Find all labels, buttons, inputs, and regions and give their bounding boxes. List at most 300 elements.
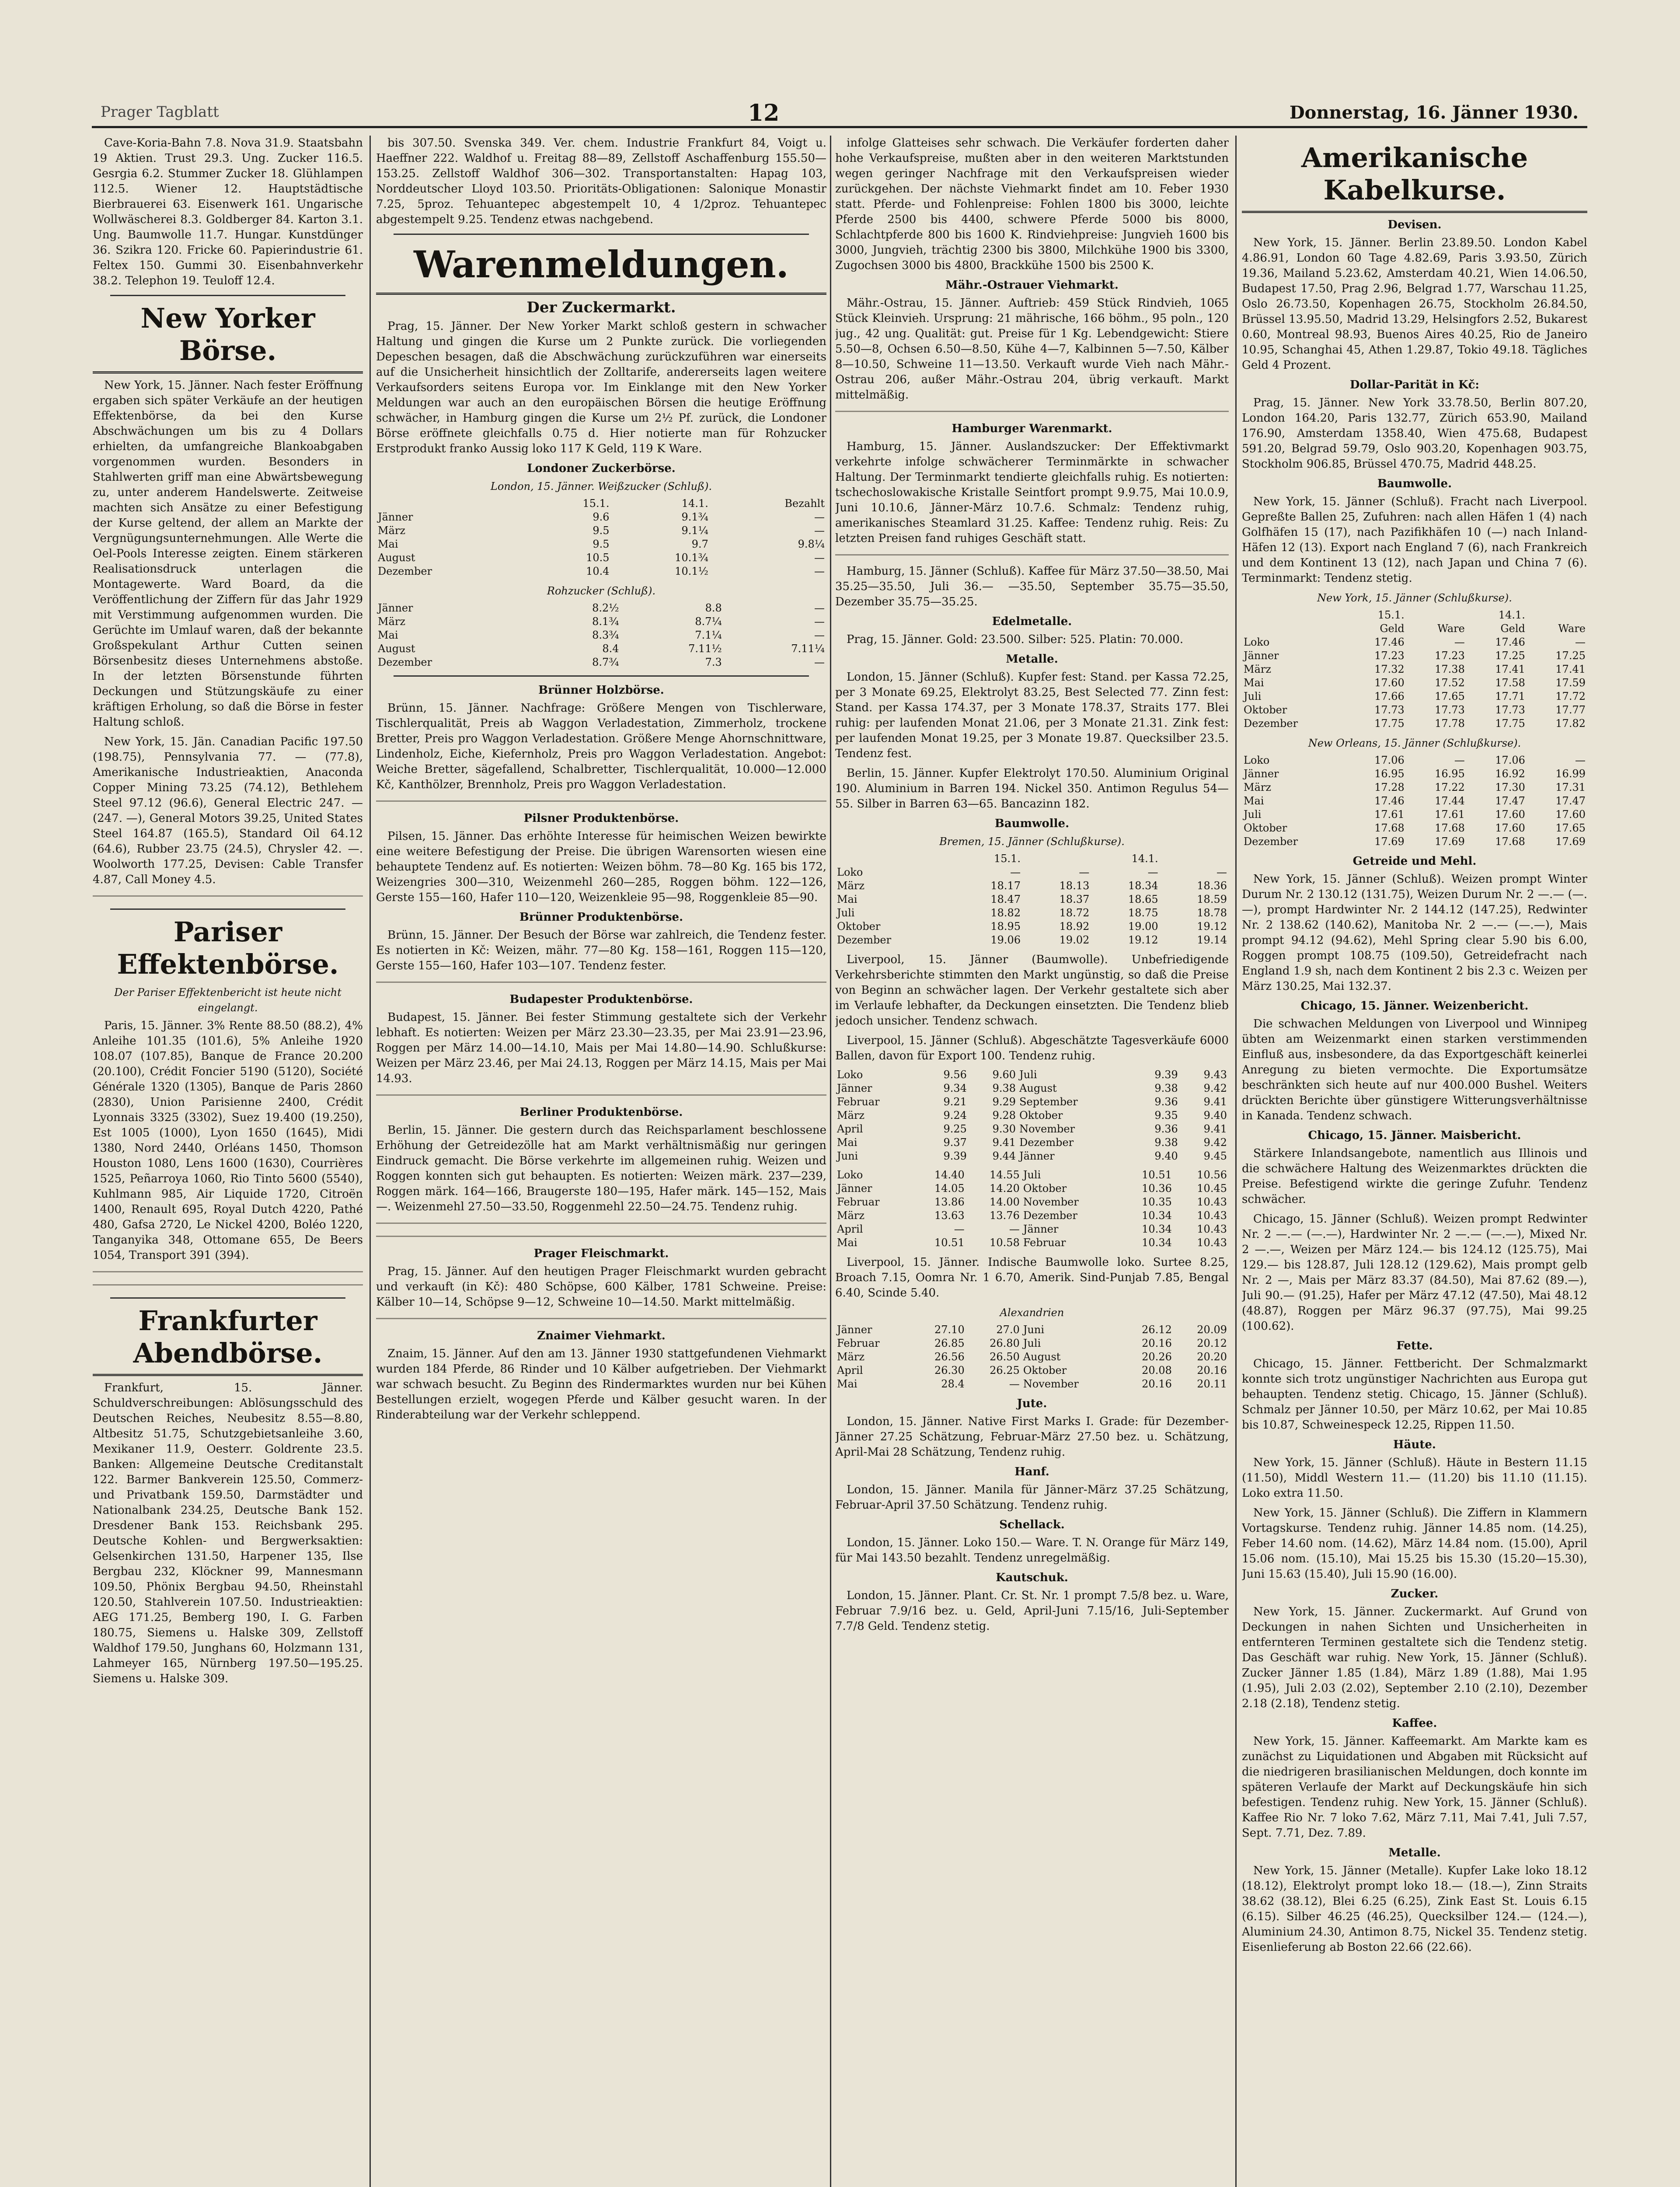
table-row	[835, 1223, 1229, 1236]
london-sugar-sub: London, 15. Jänner. Weißzucker (Schluß).	[490, 480, 712, 493]
london-metal-report: London, 15. Jänner (Schluß). Kupfer fest: Stand. per Kassa 72.25, per 3 Monate 69.25, Elektrolyt 83.25, Best Selected 77. Zinn fest: Stand. per Kassa 174.37, per 3 Monate 178.37, Straits 177. Blei ruhig: per laufenden Monat 21.06, per 3 Monate 21.31. Zink fest: per laufenden Monat 19.25, per 3 Monate 19.87. Quecksilber 23.5. Tendenz fest.	[835, 671, 1229, 760]
table-cell: 17.38	[1435, 663, 1465, 675]
subsection-title-berlin: Berliner Produktenbörse.	[519, 1106, 683, 1119]
table-cell: 16.95	[1435, 768, 1465, 780]
table-cell: —	[1010, 866, 1021, 878]
text-lines	[376, 1314, 826, 1325]
table-cell: Loko	[837, 1169, 863, 1181]
table-cell: 28.4	[941, 1378, 965, 1390]
subsection-title-zucker-us: Zucker.	[1391, 1587, 1439, 1600]
table-row	[835, 1364, 1229, 1377]
table-cell: 17.75	[1374, 717, 1405, 730]
subsection-title-kautschuk: Kautschuk.	[996, 1571, 1068, 1584]
haute-report: New York, 15. Jänner (Schluß). Häute in Bestern 11.15 (11.50), Middl Western 11.— (11.20) bis 11.10 (11.15). Loko extra 11.50.	[1242, 1456, 1587, 1500]
table-cell: —	[1454, 636, 1465, 648]
table-cell: 17.60	[1374, 677, 1405, 689]
sugar-report: Prag, 15. Jänner. Der New Yorker Markt schloß gestern in schwacher Haltung und gingen die Kurse um 2 Punkte zurück. Die vorliegenden Depeschen besagen, daß die Abschwächung zurückzuführen war einerseits auf die Unsicherheit hinsichtlich der Zolltarife, andererseits lagen weitere Verkaufsorders seitens Europa vor. Im Einklange mit den New Yorker Meldungen war auch an den europäischen Börsen die heutige Eröffnung schwächer, in Hamburg gingen die Kurse um 2½ Pf. zurück, die Londoner Börse eröffnete gleichfalls 0.75 d. Hier notierte man für Rohzucker Erstprodukt franko Aussig loko 117 K Geld, 119 K Ware.	[376, 320, 826, 455]
table-cell: —	[954, 1223, 965, 1235]
table-cell: —	[1575, 754, 1586, 766]
table-cell: 17.82	[1555, 717, 1586, 730]
column-header: 15.1.	[582, 497, 610, 510]
table-cell: 9.39	[943, 1150, 967, 1162]
subsection-title-jute: Jute.	[1017, 1397, 1047, 1410]
subsection-title-chicago-mais: Chicago, 15. Jänner. Maisbericht.	[1308, 1129, 1521, 1142]
table-cell: 19.02	[1059, 934, 1090, 946]
table-cell: Oktober	[1244, 822, 1287, 834]
divider	[394, 675, 809, 677]
table-cell: Mai	[378, 629, 398, 641]
table-cell: 17.60	[1495, 808, 1525, 821]
table-cell: Oktober	[837, 920, 881, 933]
table-cell: 27.0	[996, 1324, 1020, 1336]
table-cell: 14.20	[990, 1182, 1020, 1195]
sakel-table	[835, 1168, 1229, 1250]
table-cell: September	[1019, 1096, 1078, 1108]
table-cell: —	[1079, 866, 1090, 878]
table-cell: —	[1454, 754, 1465, 766]
table-cell: 10.43	[1197, 1223, 1227, 1235]
table-cell	[1160, 852, 1229, 866]
table-cell: 17.72	[1555, 690, 1586, 702]
table-cell: Geld	[1380, 622, 1405, 635]
table-cell: 18.92	[1059, 920, 1090, 933]
subsection-title-devisen: Devisen.	[1387, 218, 1442, 231]
table-cell: 9.40	[1154, 1150, 1178, 1162]
section-title-frankfurt: Frankfurter Abendbörse.	[133, 1305, 323, 1369]
table-cell: 13.86	[934, 1196, 965, 1208]
hamburg-coffee: Hamburg, 15. Jänner (Schluß). Kaffee für März 37.50—38.50, Mai 35.25—35.50, Juli 36.— —35.50, September 35.75—35.50, Dezember 35.75—35.25.	[835, 565, 1229, 608]
table-row	[1242, 676, 1587, 690]
divider	[394, 234, 809, 235]
table-header	[376, 497, 826, 510]
column-2	[376, 136, 826, 2187]
table-cell: 9.28	[992, 1109, 1016, 1121]
table-cell: 26.80	[990, 1337, 1020, 1349]
table-cell: 9.38	[992, 1082, 1016, 1094]
table-cell: 17.23	[1435, 650, 1465, 662]
table-cell: Juli	[1023, 1337, 1041, 1349]
table-cell: 10.1¾	[675, 552, 708, 564]
subsection-title-kaffee: Kaffee.	[1392, 1717, 1437, 1730]
table-cell: 17.75	[1495, 717, 1525, 730]
table-cell: 17.68	[1374, 822, 1405, 834]
getreide-report: New York, 15. Jänner (Schluß). Weizen prompt Winter Durum Nr. 2 130.12 (131.75), Weizen Durum Nr. 2 —.— (—.—), prompt Hardwinter Nr. 2 144.12 (147.25), Redwinter Nr. 2 138.62 (140.62), Manitoba Nr. 2 —.— (—.—), Mais prompt 94.12 (94.62), Mehl Spring clear 5.90 bis 6.00, Roggen prompt 108.75 (109.50), Getreidefracht nach England 1.9 sh, nach dem Kontinent 2 bis 2.3 c. Weizen per März 130.25, Mai 132.37.	[1242, 873, 1587, 993]
section-title-warenmeldungen: Warenmeldungen.	[414, 243, 789, 286]
zucker-us-report: New York, 15. Jänner. Zuckermarkt. Auf Grund von Deckungen in nahen Sichten und Unsicherheiten in entfernteren Terminen gestaltete sich die Tendenz stetig. Das Geschäft war ruhig. New York, 15. Jänner (Schluß). Zucker Jänner 1.85 (1.84), März 1.89 (1.88), Mai 1.95 (1.95), Juli 2.03 (2.02), September 2.10 (2.10), Dezember 2.18 (2.18), Tendenz stetig.	[1242, 1605, 1587, 1710]
table-cell: 9.36	[1154, 1096, 1178, 1108]
table-cell: 16.92	[1495, 768, 1525, 780]
table-cell: Jänner	[1023, 1223, 1059, 1235]
table-row	[835, 1350, 1229, 1364]
table-cell: 17.61	[1435, 808, 1465, 821]
table-cell: 20.12	[1197, 1337, 1227, 1349]
budapest-report: Budapest, 15. Jänner. Bei fester Stimmung gestaltete sich der Verkehr lebhaft. Es notierten: Weizen per März 23.30—23.35, per Mai 23.91—23.96, Roggen per März 14.00—14.10, Mais per Mai 14.80—14.90. Schlußkurse: Weizen per März 23.46, per Mai 24.13, Roggen per März 14.15, Mais per Mai 14.93.	[376, 1011, 826, 1085]
table-cell: 9.35	[1154, 1109, 1178, 1121]
table-cell: 20.16	[1142, 1337, 1172, 1349]
running-head	[92, 100, 1587, 128]
london-sugar-table	[376, 497, 826, 578]
table-row	[835, 1068, 1229, 1082]
table-row	[1242, 781, 1587, 794]
table-row	[1242, 717, 1587, 730]
table-cell: 17.23	[1374, 650, 1405, 662]
table-cell: 9.5	[593, 538, 610, 550]
table-cell: Mai	[1244, 795, 1264, 807]
divider	[110, 295, 345, 296]
divider	[1242, 211, 1587, 213]
subsection-title-dollar: Dollar-Parität in Kč:	[1349, 378, 1480, 391]
table-cell: Dezember	[1023, 1209, 1077, 1222]
table-cell: Februar	[837, 1337, 880, 1349]
table-cell: Juli	[1244, 808, 1262, 821]
ostrau-report: Mähr.-Ostrau, 15. Jänner. Auftrieb: 459 Stück Rindvieh, 1065 Stück Kleinvieh. Ursprung: 21 mährische, 166 böhm., 95 poln., 120 jug., 42 ung. Qualität: gut. Preise für 1 Kg. Lebendgewicht: Stiere 5.50—8, Ochsen 6.50—8.50, Kühe 4—7, Kalbinnen 5—7.50, Kälber 8—10.50, Schweine 11—13.50. Verkauft wurde Vieh nach Mähr.-Ostrau 206, außer Mähr.-Ostrau 204, übrig verkauft. Markt mittelmäßig.	[835, 297, 1229, 402]
table-cell: —	[1575, 636, 1586, 648]
table-cell: 20.20	[1197, 1351, 1227, 1363]
table-cell: 17.69	[1435, 835, 1465, 848]
table-cell: 17.77	[1555, 704, 1586, 716]
table-cell	[1022, 852, 1091, 866]
table-row	[835, 1323, 1229, 1337]
table-cell: 18.36	[1197, 880, 1227, 892]
table-row	[376, 615, 826, 629]
table-cell: August	[1019, 1082, 1057, 1094]
jute-report: London, 15. Jänner. Native First Marks I. Grade: für Dezember-Jänner 27.25 Schätzung, Februar-März 27.50 bez. u. Schätzung, April-Mai 28 Schätzung, Tendenz ruhig.	[835, 1415, 1229, 1459]
table-row	[835, 906, 1229, 920]
subsection-title-brunn-produkten: Brünner Produktenbörse.	[519, 911, 683, 924]
table-cell: 9.42	[1203, 1136, 1227, 1149]
section-title-kabelkurse: Amerikanische Kabelkurse.	[1301, 142, 1528, 206]
table-cell: —	[1009, 1378, 1020, 1390]
text-lines	[93, 892, 363, 902]
table-cell: 17.65	[1555, 822, 1586, 834]
table-row	[835, 1149, 1229, 1163]
table-cell: 7.11½	[688, 643, 722, 655]
table-cell: 9.60	[992, 1069, 1016, 1081]
fleisch-report: Prag, 15. Jänner. Auf den heutigen Prager Fleischmarkt wurden gebracht und verkauft (in Kč): 480 Schöpse, 600 Kälber, 1781 Schweine. Preise: Kälber 10—14, Schöpse 9—12, Schweine 10—14.50. Markt mittelmäßig.	[376, 1265, 826, 1309]
table-cell: August	[378, 552, 415, 564]
table-cell: Jänner	[378, 602, 413, 614]
table-cell: 9.41	[992, 1136, 1016, 1149]
table-row	[835, 933, 1229, 947]
page-number: 12	[748, 100, 780, 126]
table-cell: 13.76	[990, 1209, 1020, 1222]
table-cell: 10.43	[1197, 1237, 1227, 1249]
table-cell: 17.47	[1495, 795, 1525, 807]
table-cell: 14.05	[934, 1182, 965, 1195]
table-cell: 10.1½	[675, 565, 708, 577]
table-cell: Jänner	[1244, 768, 1279, 780]
ny-quotes: New York, 15. Jän. Canadian Pacific 197.50 (198.75), Pennsylvania 77. — (77.8), Amerikanische Industrieaktien, Anaconda Copper Mining 73.25 (74.12), Bethlehem Steel 97.12 (96.6), General Electric 247. — (247. —), General Motors 39.25, United States Steel 164.87 (165.5), Standard Oil 64.12 (64.6), Rubber 23.75 (24.5), Chrysler 42. —. Woolworth 177.25, Devisen: Cable Transfer 4.87, Call Money 4.5.	[93, 735, 363, 886]
table-cell: März	[1244, 663, 1271, 675]
kakao-report: New York, 15. Jänner (Schluß). Die Ziffern in Klammern Vortagskurse. Tendenz ruhig. Jänner 14.85 nom. (14.25), Feber 14.60 nom. (14.62), März 14.84 nom. (15.00), April 15.06 nom. (15.10), Mai 15.25 bis 15.30 (15.20—15.30), Juni 15.63 (15.40), Juli 15.90 (16.00).	[1242, 1506, 1587, 1581]
table-cell: 17.52	[1435, 677, 1465, 689]
table-row	[835, 1136, 1229, 1149]
budapest-carryover: Cave-Koria-Bahn 7.8. Nova 31.9. Staatsbahn 19 Aktien. Trust 29.3. Ung. Zucker 116.5. Gesrgia 6.2. Stummer Zucker 18. Glühlampen 112.5. Wiener 12. Hauptstädtische Bierbrauerei 63. Eisenwerk 161. Ungarische Wollwäscherei 8.3. Goldberger 84. Karton 3.1. Ung. Baumwolle 11.7. Hungar. Kunstdünger 36. Szikra 120. Fricke 60. Papierindustrie 61. Feltex 150. Gummi 30. Eisenbahnverkehr 38.2. Telephon 19. Teuloff 12.4.	[93, 136, 363, 287]
table-cell: 20.08	[1142, 1364, 1172, 1376]
table-cell: Ware	[1558, 622, 1586, 635]
kaffee-report: New York, 15. Jänner. Kaffeemarkt. Am Markte kam es zunächst zu Liquidationen und Abgaben mit Rücksicht auf die niedrigeren brasilianischen Meldungen, doch konnte im späteren Verlaufe der Markt auf Deckungskäufe hin sich befestigen. Tendenz ruhig. New York, 15. Jänner (Schluß). Kaffee Rio Nr. 7 loko 7.62, März 7.11, Mai 7.41, Juli 7.57, Sept. 7.71, Dez. 7.89.	[1242, 1735, 1587, 1840]
table-cell: Juni	[1023, 1324, 1045, 1336]
schellack-report: London, 15. Jänner. Loko 150.— Ware. T. N. Orange für März 149, für Mai 143.50 bezahlt. Tendenz unregelmäßig.	[835, 1536, 1229, 1565]
devisen-report: New York, 15. Jänner. Berlin 23.89.50. London Kabel 4.86.91, London 60 Tage 4.82.69, Paris 3.93.50, Zürich 19.36, Mailand 5.23.62, Amsterdam 40.21, Wien 14.06.50, Budapest 17.50, Prag 2.96, Belgrad 1.77, Warschau 11.25, Oslo 26.73.50, Kopenhagen 26.75, Stockholm 26.84.50, Brüssel 13.95.50, Madrid 13.29, Helsingfors 2.52, Bukarest 0.60, Montreal 98.93, Buenos Aires 40.25, Rio de Janeiro 10.95, Schanghai 45, Athen 1.29.87, Tokio 49.18. Tägliches Geld 4 Prozent.	[1242, 236, 1587, 372]
table-cell: 10.35	[1142, 1196, 1172, 1208]
table-cell: 10.36	[1142, 1182, 1172, 1195]
table-cell: 17.46	[1374, 795, 1405, 807]
berlin-metal-report: Berlin, 15. Jänner. Kupfer Elektrolyt 170.50. Aluminium Original 190. Aluminium in Barren 194. Nickel 350. Antimon Regulus 54—55. Silber in Barren 63—65. Bancazinn 182.	[835, 767, 1229, 811]
table-cell: Februar	[837, 1196, 880, 1208]
text-lines	[93, 1268, 363, 1278]
table-cell: 17.06	[1374, 754, 1405, 766]
table-cell	[1242, 622, 1346, 636]
subsection-title-brunn-holz: Brünner Holzbörse.	[538, 684, 664, 697]
table-cell: 10.51	[1142, 1169, 1172, 1181]
metalle-us-report: New York, 15. Jänner (Metalle). Kupfer Lake loko 18.12 (18.12), Elektrolyt prompt loko 18.— (18.—), Zinn Straits 38.62 (38.12), Blei 6.25 (6.25), Zink East St. Louis 6.15 (6.15). Silber 46.25 (46.25), Quecksilber 124.— (124.—), Aluminium 24.30, Antimon 8.75, Nickel 35. Tendenz stetig. Eisenlieferung ab Boston 22.66 (22.66).	[1242, 1864, 1587, 1954]
divider	[93, 1374, 363, 1376]
table-row	[835, 866, 1229, 879]
subsection-title-hamburg: Hamburger Warenmarkt.	[952, 422, 1112, 435]
subsection-title-sugar: Der Zuckermarkt.	[526, 299, 676, 316]
subsection-title-chicago-weizen: Chicago, 15. Jänner. Weizenbericht.	[1300, 999, 1529, 1013]
table-cell: 17.25	[1555, 650, 1586, 662]
baumwolle-us-report: New York, 15. Jänner (Schluß). Fracht nach Liverpool. Gepreßte Ballen 25, Zufuhren: nach allen Häfen 1 (4) nach Golfhäfen 15 (17), nach Pazifikhäfen 10 (—) nach Inland-Häfen 12 (13). Export nach England 7 (6), nach Frankreich und dem Kontinent 13 (12), nach Japan und China 7 (6). Terminmarkt: Tendenz stetig.	[1242, 495, 1587, 585]
table-row	[835, 1337, 1229, 1350]
table-cell	[1406, 608, 1467, 622]
table-cell: 10.43	[1197, 1196, 1227, 1208]
liverpool-sales: Liverpool, 15. Jänner (Schluß). Abgeschätzte Tagesverkäufe 6000 Ballen, davon für Export 100. Tendenz ruhig.	[835, 1034, 1229, 1062]
text-lines	[376, 1091, 826, 1101]
table-row	[1242, 767, 1587, 781]
subsection-title-pilsen: Pilsner Produktenbörse.	[523, 812, 679, 825]
table-cell: 9.21	[943, 1096, 967, 1108]
table-row	[1242, 794, 1587, 808]
berlin-report: Berlin, 15. Jänner. Die gestern durch das Reichsparlament beschlossene Erhöhung der Getreidezölle hat am Markt verhältnismäßig nur geringen Eindruck gemacht. Die Börse verkehrte im allgemeinen ruhig. Weizen und Roggen konnten sich gut behaupten. Es notierten: Weizen märk. 237—239, Roggen märk. 164—166, Braugerste 180—195, Hafer märk. 145—152, Mais —. Weizenmehl 27.50—33.50, Roggenmehl 22.50—24.75. Tendenz ruhig.	[376, 1124, 826, 1213]
column-header: 14.1.	[681, 497, 708, 510]
chicago-weizen-report: Die schwachen Meldungen von Liverpool und Winnipeg übten am Weizenmarkt einen starken verstimmenden Einfluß aus, insbesondere, da das Exportgeschäft keinerlei Anregung zu bieten vermochte. Die Exportumsätze beschränkten sich heute auf nur 400.000 Bushel. Weiters drückten Berichte über günstigere Witterungsverhältnisse in Kanada. Tendenz schwach.	[1242, 1017, 1587, 1122]
table-cell: 26.50	[990, 1351, 1020, 1363]
table-cell	[1527, 608, 1587, 622]
table-cell: 19.00	[1128, 920, 1158, 933]
chicago-mais-report: Stärkere Inlandsangebote, namentlich aus Illinois und die schwächere Haltung des Weizenmarktes drückten die Preise. Befestigend wirkte die geringe Zufuhr. Tendenz schwächer.	[1242, 1147, 1587, 1206]
table-cell: 20.26	[1142, 1351, 1172, 1363]
table-cell: 10.5	[586, 552, 610, 564]
table-header	[1242, 622, 1587, 636]
text-lines	[835, 407, 1229, 418]
table-cell: 26.30	[934, 1364, 965, 1376]
table-cell: 9.8¼	[798, 538, 825, 550]
table-cell: 14.00	[990, 1196, 1020, 1208]
subsection-title-schellack: Schellack.	[999, 1518, 1065, 1531]
table-cell: Mai	[837, 1237, 857, 1249]
subsection-title-znaim: Znaimer Viehmarkt.	[537, 1329, 666, 1342]
table-cell: 9.29	[992, 1096, 1016, 1108]
table-cell: 9.6	[593, 511, 610, 523]
table-cell: 9.1¾	[681, 511, 708, 523]
table-row	[376, 510, 826, 524]
table-cell: 16.99	[1555, 768, 1586, 780]
table-cell: 18.95	[990, 920, 1021, 933]
table-cell: 18.17	[990, 880, 1021, 892]
table-cell: 8.2½	[592, 602, 619, 614]
table-row	[1242, 703, 1587, 717]
table-cell: Februar	[1023, 1237, 1066, 1249]
table-cell: 15.1.	[994, 852, 1021, 865]
table-cell: Oktober	[1019, 1109, 1063, 1121]
table-cell: 14.55	[990, 1169, 1020, 1181]
table-cell: April	[837, 1223, 863, 1235]
table-cell: Februar	[837, 1096, 880, 1108]
table-cell: 9.1¼	[681, 524, 708, 537]
table-cell: Oktober	[1244, 704, 1287, 716]
table-cell: 17.68	[1435, 822, 1465, 834]
table-cell: Mai	[1244, 677, 1264, 689]
table-cell: 9.56	[943, 1069, 967, 1081]
table-cell: —	[814, 565, 825, 577]
frankfurt-quotes: Frankfurt, 15. Jänner. Schuldverschreibungen: Ablösungsschuld des Deutschen Reiches, Neubesitz 8.55—8.80, Altbesitz 51.75, Schutzgebietsanleihe 3.60, Mexikaner 11.9, Oesterr. Goldrente 23.5. Banken: Allgemeine Deutsche Creditanstalt 122. Barmer Bankverein 125.50, Commerz- und Privatbank 159.50, Darmstädter und Nationalbank 234.25, Deutsche Bank 152. Dresdener Bank 153. Reichsbank 295. Deutsche Kohlen- und Bergwerksaktien: Gelsenkirchen 131.50, Harpener 135, Ilse Bergbau 232, Klöckner 99, Mannesmann 109.50, Phönix Bergbau 94.50, Rheinstahl 120.50, Stahlverein 107.50. Industrieaktien: AEG 171.25, Bemberg 190, I. G. Farben 180.75, Siemens u. Halske 309, Zellstoff Waldhof 179.50, Junghans 60, Holzmann 131, Lahmeyer 165, Nürnberg 197.50—195.25. Siemens u. Halske 309.	[93, 1381, 363, 1685]
table-cell: 9.41	[1203, 1123, 1227, 1135]
table-cell: 17.69	[1555, 835, 1586, 848]
table-cell: 18.37	[1059, 893, 1090, 905]
table-cell: 17.66	[1374, 690, 1405, 702]
table-row	[376, 524, 826, 538]
table-row	[1242, 835, 1587, 849]
table-cell: August	[378, 643, 415, 655]
table-cell: März	[1244, 781, 1271, 793]
table-cell: 9.37	[943, 1136, 967, 1149]
table-cell: 10.34	[1142, 1223, 1172, 1235]
text-lines	[376, 978, 826, 989]
table-cell: 20.11	[1197, 1378, 1227, 1390]
table-cell: —	[814, 524, 825, 537]
table-cell: 17.47	[1555, 795, 1586, 807]
text-lines	[376, 1232, 826, 1243]
table-cell: Mai	[837, 893, 857, 905]
table-cell: —	[814, 629, 825, 641]
table-row	[835, 1182, 1229, 1195]
subsection-title-london-sugar: Londoner Zuckerbörse.	[527, 462, 676, 475]
table-cell: Jänner	[378, 511, 413, 523]
table-cell: 18.78	[1197, 907, 1227, 919]
table-cell: März	[837, 880, 864, 892]
new-orleans-table	[1242, 754, 1587, 849]
table-cell: —	[1009, 1223, 1020, 1235]
hanf-report: London, 15. Jänner. Manila für Jänner-März 37.25 Schätzung, Februar-April 37.50 Schätzung. Tendenz ruhig.	[835, 1483, 1229, 1512]
table-row	[376, 629, 826, 642]
table-cell: 7.11¼	[791, 643, 825, 655]
text-lines	[376, 797, 826, 807]
liverpool-table	[835, 1068, 1229, 1163]
fette-report: Chicago, 15. Jänner. Fettbericht. Der Schmalzmarkt konnte sich trotz ungünstiger Nachrichten aus Europa gut behaupten. Tendenz stetig. Chicago, 15. Jänner (Schluß). Schmalz per Jänner 10.50, per März 10.62, per Mai 10.85 bis 10.87, Schweinespeck 12.25, Rippen 11.50.	[1242, 1357, 1587, 1432]
table-cell: 17.06	[1495, 754, 1525, 766]
table-cell: Dezember	[378, 656, 432, 668]
table-cell: 9.39	[1154, 1069, 1178, 1081]
table-cell: November	[1019, 1123, 1075, 1135]
chicago-closing: Chicago, 15. Jänner (Schluß). Weizen prompt Redwinter Nr. 2 —.— (—.—), Hardwinter Nr. 2 —.— (—.—), Mixed Nr. 2 —.—, Weizen per März 124.— bis 124.12 (125.75), Mai 129.— bis 128.87, Juli 128.12 (129.62), Mais prompt gelb Nr. 2 —, Mais per März 83.37 (84.50), Mai 87.62 (89.—), Juli 90.— (91.25), Hafer per März 47.12 (47.50), Mai 48.12 (48.87), Roggen per März 96.37 (97.75), Mai 99.25 (100.62).	[1242, 1212, 1587, 1333]
table-cell: 10.45	[1197, 1182, 1227, 1195]
kautschuk-report: London, 15. Jänner. Plant. Cr. St. Nr. 1 prompt 7.5/8 bez. u. Ware, Februar 7.9/16 bez. u. Geld, April-Juni 7.15/16, Juli-September 7.7/8 Geld. Tendenz stetig.	[835, 1589, 1229, 1633]
column-3	[835, 136, 1229, 2187]
subsection-title-edelmetalle: Edelmetalle.	[992, 615, 1072, 628]
paris-note: Der Pariser Effektenbericht ist heute nicht eingelangt.	[114, 986, 342, 1014]
table-cell: 17.46	[1374, 636, 1405, 648]
indische-baumwolle: Liverpool, 15. Jänner. Indische Baumwolle loko. Surtee 8.25, Broach 7.15, Oomra Nr. 1 6.70, Amerik. Sind-Punjab 7.85, Bengal 6.40, Scinde 5.40.	[835, 1256, 1229, 1300]
table-cell: 18.13	[1059, 880, 1090, 892]
table-cell: 10.34	[1142, 1237, 1172, 1249]
table-cell: 20.16	[1197, 1364, 1227, 1376]
table-row	[835, 1195, 1229, 1209]
table-cell: 26.25	[990, 1364, 1020, 1376]
table-cell: 9.30	[992, 1123, 1016, 1135]
table-cell: November	[1023, 1378, 1079, 1390]
table-cell: 9.40	[1203, 1109, 1227, 1121]
column-rule	[1235, 136, 1237, 2187]
subsection-title-getreide: Getreide und Mehl.	[1352, 855, 1477, 868]
table-row	[376, 551, 826, 565]
text-lines	[376, 1219, 826, 1230]
section-title-paris: Pariser Effektenbörse.	[117, 916, 339, 980]
table-cell: 9.44	[992, 1150, 1016, 1162]
subsection-title-baumwolle: Baumwolle.	[994, 817, 1070, 830]
table-cell: 8.1¾	[592, 615, 619, 628]
paris-quotes: Paris, 15. Jänner. 3% Rente 88.50 (88.2), 4% Anleihe 101.35 (101.6), 5% Anleihe 1920 108.07 (107.85), Banque de France 20.200 (20.100), Crédit Foncier 5190 (5120), Société Générale 1320 (1305), Banque de Paris 2860 (2830), Union Parisienne 2400, Crédit Lyonnais 3325 (3302), Suez 19.400 (19.250), Est 1005 (1000), Lyon 1650 (1645), Midi 1380, Nord 2440, Orléans 1450, Thomson Houston 1080, Lens 1600 (1630), Courrières 1525, Peñarroya 1060, Rio Tinto 5600 (5540), Kuhlmann 985, Air Liquide 1720, Citroën 1400, Renault 695, Royal Dutch 4220, Pathé 480, Gafsa 2720, Le Nickel 4200, Boléo 1220, Tanganyika 348, Ottomane 655, De Beers 1054, Transport 391 (394).	[93, 1019, 363, 1262]
subsection-title-fleisch: Prager Fleischmarkt.	[533, 1247, 669, 1260]
table-cell: Dezember	[837, 934, 892, 946]
table-cell: Dezember	[1244, 835, 1298, 848]
table-cell: 17.73	[1495, 704, 1525, 716]
table-cell	[376, 497, 530, 510]
alexandrien-table	[835, 1323, 1229, 1391]
table-cell	[1242, 608, 1346, 622]
table-cell: 18.34	[1128, 880, 1158, 892]
table-cell: Geld	[1500, 622, 1525, 635]
subsection-title-hanf: Hanf.	[1014, 1465, 1049, 1478]
table-cell: 17.44	[1435, 795, 1465, 807]
edelmetalle-report: Prag, 15. Jänner. Gold: 23.500. Silber: 525. Platin: 70.000.	[847, 633, 1184, 646]
table-cell: 17.58	[1495, 677, 1525, 689]
table-row	[835, 1236, 1229, 1250]
brunn-produkten-report: Brünn, 15. Jänner. Der Besuch der Börse war zahlreich, die Tendenz fester. Es notierten in Kč: Weizen, mähr. 77—80 Kg. 158—161, Roggen 115—120, Gerste 155—160, Hafer 103—107. Tendenz fester.	[376, 929, 826, 972]
rohzucker-table	[376, 601, 826, 669]
table-cell: 10.34	[1142, 1209, 1172, 1222]
table-row	[1242, 821, 1587, 835]
table-row	[1242, 663, 1587, 676]
table-cell: 10.56	[1197, 1169, 1227, 1181]
table-row	[1242, 636, 1587, 649]
znaim-carryover: infolge Glatteises sehr schwach. Die Verkäufer forderten daher hohe Verkaufspreise, mußten aber in den weiteren Marktstunden wegen geringer Nachfrage mit den Verkaufspreisen wieder zurückgehen. Der nächste Viehmarkt findet am 10. Feber 1930 statt. Pferde- und Fohlenpreise: Fohlen 1800 bis 3000, leichte Pferde 2500 bis 4400, schwere Pferde 5000 bis 8000, Schlachtpferde 800 bis 1600 K. Rindviehpreise: Jungvieh 1600 bis 3000, Jungvieh, trächtig 2300 bis 3800, Milchkühe 1900 bis 3300, Zugochsen 3000 bis 4800, Brackkühe 1500 bis 2500 K.	[835, 136, 1229, 272]
table-cell: —	[814, 602, 825, 614]
table-cell: Mai	[378, 538, 398, 550]
text-lines	[835, 551, 1229, 561]
table-cell: März	[837, 1209, 864, 1222]
table-cell: Juli	[1244, 690, 1262, 702]
table-cell: 9.5	[593, 524, 610, 537]
table-cell: 26.85	[934, 1337, 965, 1349]
subsection-title-haute: Häute.	[1393, 1438, 1436, 1451]
table-cell: November	[1023, 1196, 1079, 1208]
table-row	[835, 1109, 1229, 1122]
divider	[376, 293, 826, 295]
table-row	[835, 879, 1229, 893]
table-cell: 7.1¼	[695, 629, 722, 641]
table-cell	[835, 852, 954, 866]
table-cell: —	[1216, 866, 1227, 878]
table-cell: —	[814, 511, 825, 523]
section-title-newyork: New Yorker Börse.	[140, 302, 315, 367]
divider	[93, 371, 363, 374]
table-cell: Loko	[1244, 636, 1270, 648]
table-cell: 19.12	[1197, 920, 1227, 933]
table-cell: 19.12	[1128, 934, 1158, 946]
table-cell: 9.24	[943, 1109, 967, 1121]
